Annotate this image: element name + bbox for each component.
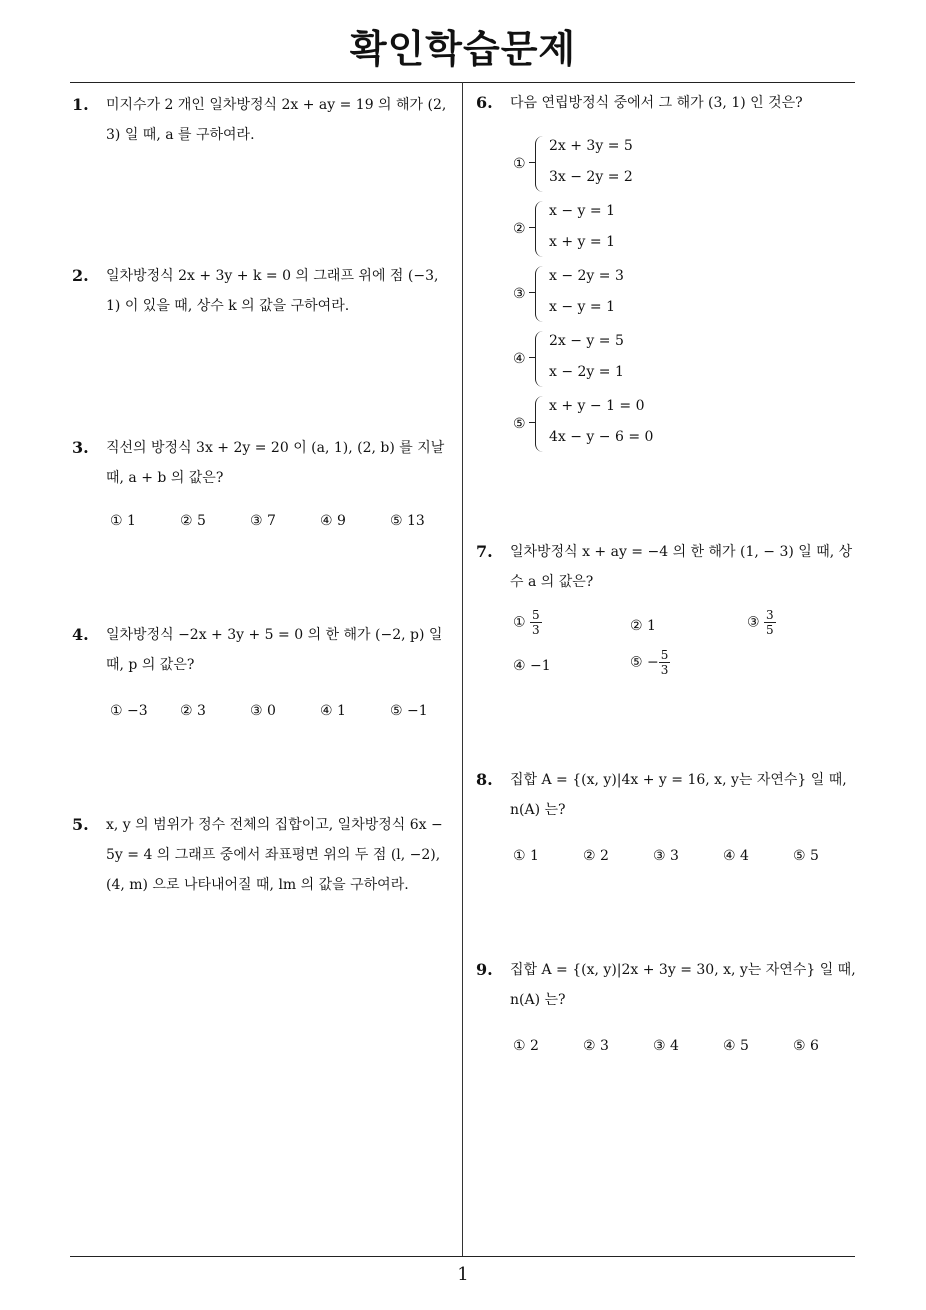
column-divider [462, 82, 463, 1256]
problem-number: 4. [72, 625, 89, 644]
choice[interactable]: ② 5 [180, 513, 206, 529]
denominator: 3 [660, 663, 669, 677]
denominator: 3 [532, 623, 540, 637]
choice-mark: ⑤ [630, 654, 643, 671]
page-number: 1 [457, 1264, 469, 1285]
problem-text: 집합 A = {(x, y)|2x + 3y = 30, x, y는 자연수} 일 때, n(A) 는? [510, 962, 856, 1008]
fraction [530, 608, 542, 637]
problem-text: 미지수가 2 개인 일차방정식 2x + ay = 19 의 해가 (2, 3) 일 때, a 를 구하여라. [106, 97, 447, 143]
problem-text: 일차방정식 x + ay = −4 의 한 해가 (1, − 3) 일 때, 상수 a 의 값은? [510, 544, 853, 590]
numerator: 5 [660, 648, 669, 662]
choice[interactable] [630, 648, 670, 677]
equation: 3x − 2y = 2 [549, 169, 633, 185]
problem-6 [476, 88, 861, 118]
choice[interactable]: ④ 1 [320, 703, 346, 719]
equation: 2x − y = 5 [549, 333, 624, 349]
brace-icon [535, 266, 544, 322]
numerator: 5 [532, 608, 540, 622]
choice[interactable]: ② 3 [180, 703, 206, 719]
brace-icon [535, 331, 544, 387]
choice-sign: − [647, 654, 659, 671]
problem-number: 6. [476, 93, 493, 112]
equation: x − y = 1 [549, 299, 615, 315]
choice[interactable] [513, 608, 542, 637]
choice[interactable]: ③ 3 [653, 848, 679, 864]
problem-4 [72, 620, 457, 680]
choice-mark: ⑤ [513, 416, 526, 432]
problem-number: 2. [72, 266, 89, 285]
problem-number: 1. [72, 95, 89, 114]
bottom-rule [70, 1256, 855, 1257]
problem-text: 일차방정식 −2x + 3y + 5 = 0 의 한 해가 (−2, p) 일 때, p 의 값은? [106, 627, 443, 673]
problem-5 [72, 810, 457, 900]
problem-2 [72, 261, 457, 321]
choice[interactable]: ⑤ −1 [390, 703, 428, 719]
choice[interactable]: ④ 5 [723, 1038, 749, 1054]
choice-mark: ② [630, 618, 643, 634]
equation: 2x + 3y = 5 [549, 138, 633, 154]
problem-8 [476, 765, 861, 825]
choice[interactable]: ⑤ 5 [793, 848, 819, 864]
problem-number: 8. [476, 770, 493, 789]
problem-1 [72, 90, 457, 150]
choice[interactable] [747, 608, 776, 637]
choices-7 [513, 608, 813, 688]
choice[interactable] [513, 658, 551, 674]
choice[interactable]: ③ 4 [653, 1038, 679, 1054]
problem-text: 집합 A = {(x, y)|4x + y = 16, x, y는 자연수} 일 때, n(A) 는? [510, 772, 847, 818]
brace-icon [535, 201, 544, 257]
choice-mark: ④ [513, 658, 526, 674]
equation: x + y = 1 [549, 234, 615, 250]
choice-mark: ③ [747, 614, 760, 631]
brace-icon [535, 396, 544, 452]
equation: x − y = 1 [549, 203, 615, 219]
choice[interactable]: ④ 9 [320, 513, 346, 529]
problem-number: 9. [476, 960, 493, 979]
problem-text: x, y 의 범위가 정수 전체의 집합이고, 일차방정식 6x − 5y = 4 의 그래프 중에서 좌표평면 위의 두 점 (l, −2), (4, m) 으로 나타내어질 때, lm 의 값을 구하여라. [106, 817, 443, 893]
page-title: 확인학습문제 [349, 27, 577, 71]
numerator: 3 [766, 608, 774, 622]
choice-mark: ③ [513, 286, 526, 302]
choice[interactable]: ③ 0 [250, 703, 276, 719]
choice[interactable] [630, 618, 656, 634]
choice[interactable]: ① 2 [513, 1038, 539, 1054]
choice[interactable]: ② 2 [583, 848, 609, 864]
choice-mark: ② [513, 221, 526, 237]
problem-number: 3. [72, 438, 89, 457]
choice[interactable]: ③ 7 [250, 513, 276, 529]
choice[interactable]: ① 1 [513, 848, 539, 864]
problem-text: 직선의 방정식 3x + 2y = 20 이 (a, 1), (2, b) 를 지날 때, a + b 의 값은? [106, 440, 445, 486]
problem-number: 7. [476, 542, 493, 561]
equation: x + y − 1 = 0 [549, 398, 645, 414]
choice-mark: ④ [513, 351, 526, 367]
fraction [659, 648, 671, 677]
problem-number: 5. [72, 815, 89, 834]
choice[interactable]: ④ 4 [723, 848, 749, 864]
fraction [764, 608, 776, 637]
equation: 4x − y − 6 = 0 [549, 429, 654, 445]
choice-mark: ① [513, 156, 526, 172]
choice-mark: ① [513, 614, 526, 631]
choice-value: 1 [647, 618, 656, 634]
choice[interactable]: ② 3 [583, 1038, 609, 1054]
equation: x − 2y = 1 [549, 364, 624, 380]
choice[interactable]: ⑤ 6 [793, 1038, 819, 1054]
problem-text: 다음 연립방정식 중에서 그 해가 (3, 1) 인 것은? [510, 95, 803, 111]
problem-text: 일차방정식 2x + 3y + k = 0 의 그래프 위에 점 (−3, 1) 이 있을 때, 상수 k 의 값을 구하여라. [106, 268, 439, 314]
denominator: 5 [766, 623, 774, 637]
problem-7 [476, 537, 861, 597]
choice-value: −1 [530, 658, 551, 674]
problem-3 [72, 433, 457, 493]
equation: x − 2y = 3 [549, 268, 624, 284]
choice[interactable]: ⑤ 13 [390, 513, 425, 529]
brace-icon [535, 136, 544, 192]
choice[interactable]: ① 1 [110, 513, 136, 529]
choice[interactable]: ① −3 [110, 703, 148, 719]
problem-9 [476, 955, 861, 1015]
